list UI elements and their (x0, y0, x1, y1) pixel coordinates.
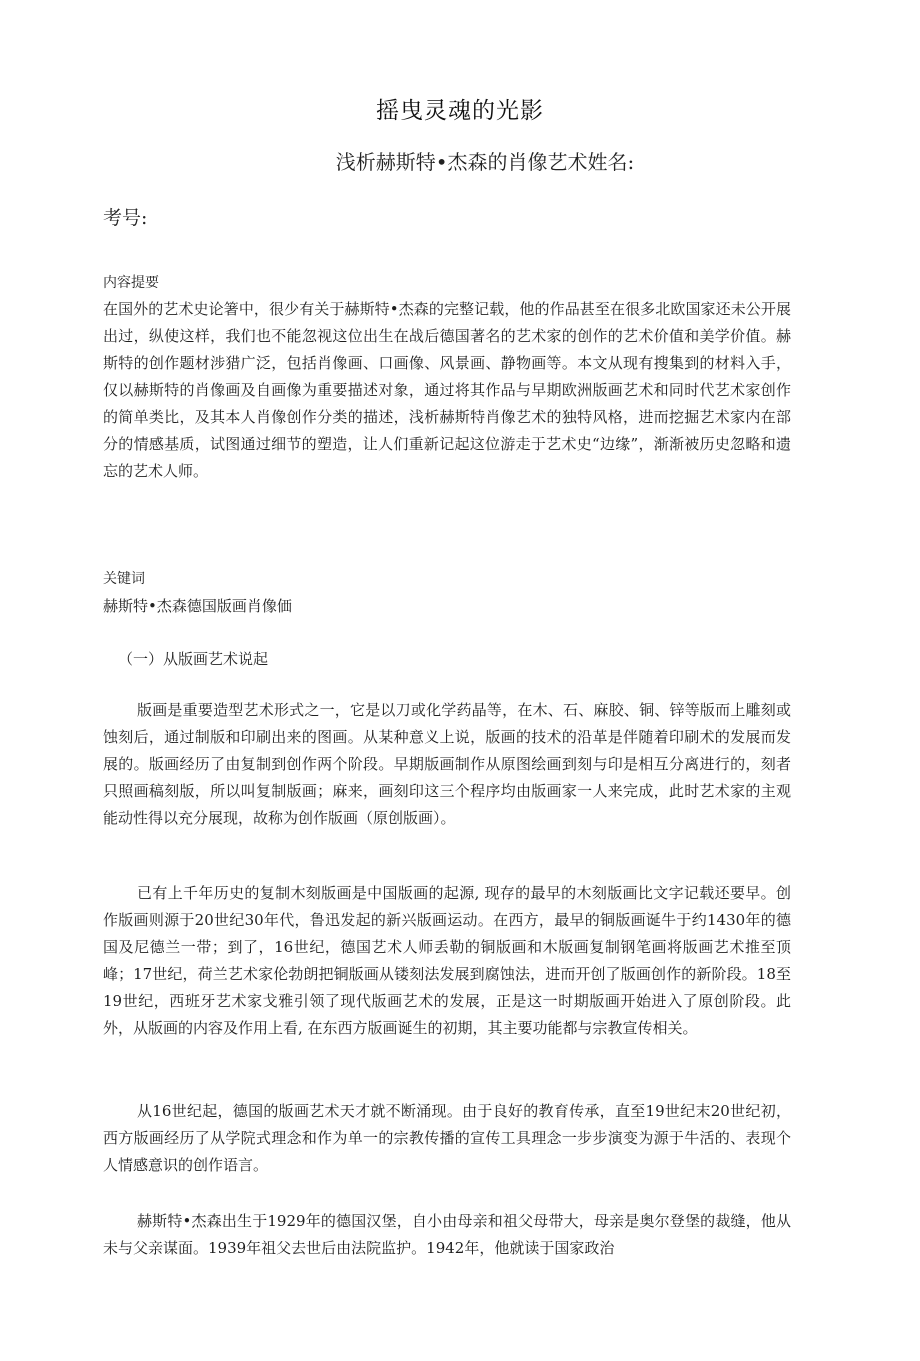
keywords-label: 关键词 (103, 571, 145, 587)
abstract-label: 内容提要 (103, 275, 159, 291)
exam-number-label: 考号: (103, 207, 148, 229)
paragraph-1: 版画是重要造型艺术形式之一，它是以刀或化学药晶等，在木、石、麻胶、铜、锌等版而上雕刻或蚀刻后，通过制版和印刷出来的图画。从某种意义上说，版画的技术的沿革是伴随着印刷术的发展而发展的。版画经历了由复制到创作两个阶段。早期版画制作从原图绘画到刻与印是相互分离进行的，刻者只照画稿刻版，所以叫复制版画；麻来，画刻印这三个程序均由版画家一人来完成，此时艺术家的主观能动性得以充分展现，故称为创作版画（原创版画）。 (103, 701, 791, 827)
keywords-text: 赫斯特•杰森德国版画肖像価 (103, 597, 292, 615)
page-title: 摇曳灵魂的光影 (376, 98, 544, 124)
section-heading: （一）从版画艺术说起 (118, 650, 269, 668)
paragraph-2: 已有上千年历史的复制木刻版画是中国版画的起源, 现存的最早的木刻版画比文字记载还要早。创作版画则源于20世纪30年代，鲁迅发起的新兴版画运动。在西方，最早的铜版画诞牛于约1430年的德国及尼德兰一带；到了，16世纪，德国艺术人师丢勒的铜版画和木版画复制钢笔画将版画艺术推至顶峰；17世纪，荷兰艺术家伦勃朗把铜版画从镂刻法发展到腐蚀法，进而开创了版画创作的新阶段。18至19世纪，西班牙艺术家戈雅引领了现代版画艺术的发展，正是这一时期版画开始进入了原创阶段。此外，从版画的内容及作用上看, 在东西方版画诞生的初期，其主要功能都与宗教宣传相关。 (103, 884, 791, 1037)
page-subtitle: 浅析赫斯特•杰森的肖像艺术姓名: (335, 150, 635, 174)
abstract-text: 在国外的艺术史论箸中，很少有关于赫斯特•杰森的完整记载，他的作品甚至在很多北欧国家还未公开展出过，纵使这样，我们也不能忽视这位出生在战后德国著名的艺术家的创作的艺术价值和美学价值。赫斯特的创作题材涉猎广泛，包括肖像画、口画像、风景画、静物画等。本文从现有搜集到的材料入手，仅以赫斯特的肖像画及自画像为重要描述对象，通过将其作品与早期欧洲版画艺术和同时代艺术家创作的简单类比，及其本人肖像创作分类的描述，浅析赫斯特肖像艺术的独特风格，进而挖掘艺术家内在部分的情感基质，试图通过细节的塑造，让人们重新记起这位游走于艺术史“边缘”，渐渐被历史忽略和遗忘的艺术人师。 (103, 300, 791, 480)
paragraph-3: 从16世纪起，德国的版画艺术天才就不断涌现。由于良好的教育传承，直至19世纪末20世纪初，西方版画经历了从学院式理念和作为单一的宗教传播的宣传工具理念一步步演变为源于牛活的、表现个人情感意识的创作语言。 (103, 1102, 791, 1174)
paragraph-4: 赫斯特•杰森出生于1929年的德国汉堡，自小由母亲和祖父母带大，母亲是奥尔登堡的裁缝，他从未与父亲谋面。1939年祖父去世后由法院监护。1942年，他就读于国家政治 (103, 1212, 791, 1257)
